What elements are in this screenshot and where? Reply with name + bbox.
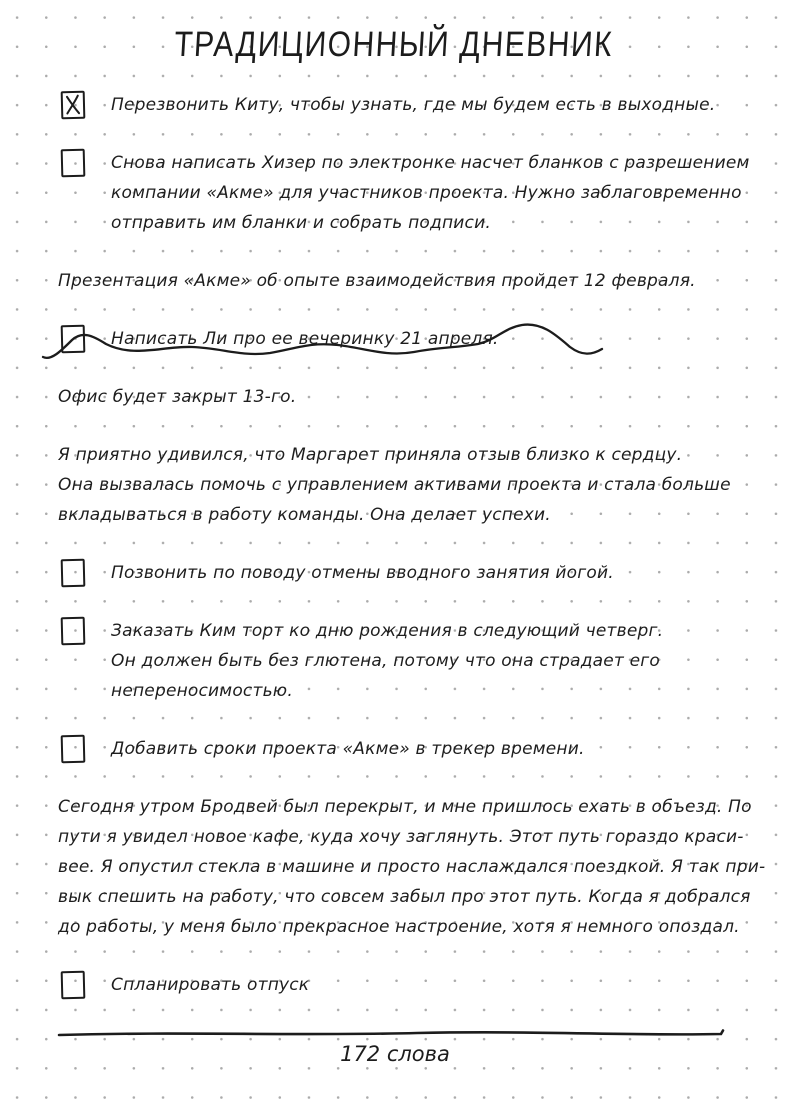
entry-text [111,616,742,706]
entry-text [111,90,742,120]
x-mark-icon [63,93,84,117]
task-item [58,970,742,1000]
checkbox-empty-icon [61,617,86,646]
text-line: Добавить сроки проекта «Акме» в трекер времени. [111,739,585,759]
note-paragraph [58,266,742,296]
entry-text [58,266,742,296]
checkbox-empty-icon [61,149,86,178]
text-line: до работы, у меня было прекрасное настроение, хотя я немного опоздал. [58,917,740,937]
text-line: вее. Я опустил стекла в машине и просто наслаждался поездкой. Я так при- [58,857,766,877]
divider-line [57,1028,727,1040]
text-line: компании «Акме» для участников проекта. Нужно заблаговременно [111,183,742,203]
footer [0,1028,790,1066]
checkbox-empty-icon [61,325,86,354]
task-item [58,90,742,120]
text-line: Я приятно удивился, что Маргарет приняла отзыв близко к сердцу. [58,445,683,465]
entry-text [111,558,742,588]
text-line: вык спешить на работу, что совсем забыл про этот путь. Когда я добрался [58,887,751,907]
task-item [58,148,750,238]
note-paragraph [58,440,742,530]
entry-text [111,148,750,238]
text-line: Она вызвалась помочь с управлением активами проекта и стала больше [58,475,731,495]
text-line: Презентация «Акме» об опыте взаимодействия пройдет 12 февраля. [58,271,696,291]
note-paragraph [58,382,742,412]
text-line: Сегодня утром Бродвей был перекрыт, и мне пришлось ехать в объезд. По [58,797,752,817]
text-line: Написать Ли про ее вечеринку 21 апреля. [111,329,499,349]
entry-text [58,382,742,412]
task-item [58,558,742,588]
entries-list [0,90,790,1000]
text-line: Снова написать Хизер по электронке насчет бланков с разрешением [111,153,750,173]
text-line: Перезвонить Киту, чтобы узнать, где мы будем есть в выходные. [111,95,716,115]
text-line: отправить им бланки и собрать подписи. [111,213,491,233]
task-item [58,616,742,706]
note-paragraph [58,792,766,942]
checkbox-checked-icon [61,91,86,120]
checkbox-empty-icon [61,559,86,588]
entry-text [111,970,742,1000]
text-line: непереносимостью. [111,681,293,701]
text-line: пути я увидел новое кафе, куда хочу заглянуть. Этот путь гораздо краси- [58,827,744,847]
checkbox-empty-icon [61,735,86,764]
entry-text [111,324,742,354]
word-count: 172 слова [340,1042,450,1066]
text-line: Офис будет закрыт 13-го. [58,387,297,407]
entry-text [58,792,766,942]
entry-text [111,734,742,764]
entry-text [58,440,742,530]
page-title: ТРАДИЦИОННЫЙ ДНЕВНИК [173,25,615,65]
task-item [58,734,742,764]
text-line: Спланировать отпуск [111,975,310,995]
text-line: Заказать Ким торт ко дню рождения в следующий четверг. [111,621,664,641]
text-line: Позвонить по поводу отмены вводного занятия йогой. [111,563,614,583]
text-line: Он должен быть без глютена, потому что она страдает его [111,651,661,671]
text-line: вкладываться в работу команды. Она делает успехи. [58,505,551,525]
task-item [58,324,742,354]
checkbox-empty-icon [61,971,86,1000]
